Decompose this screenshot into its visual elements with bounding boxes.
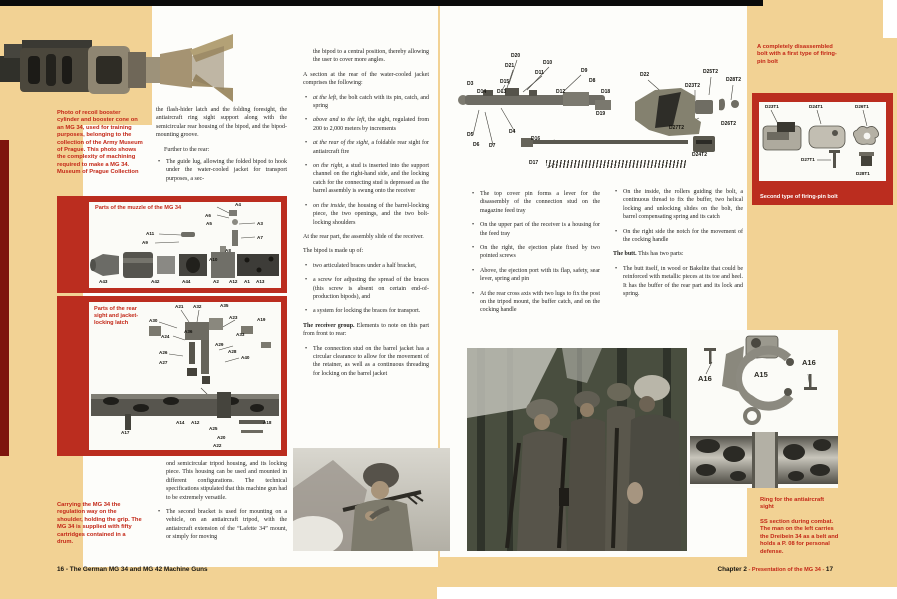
ring-block — [690, 330, 838, 488]
part-label: D16 — [531, 136, 541, 142]
ss-section-photo — [467, 348, 687, 551]
list-item: • The second bracket is used for mounting on a vehicle, on an antiaircraft tripod, with the antiaircraft extension of the “Lafette 34” mount, or simply for moving — [166, 508, 287, 542]
part-label: A28 — [228, 349, 237, 354]
list-item: • On the upper part of the receiver is a housing for the feed tray — [480, 221, 600, 238]
muzzle-parts-box — [57, 196, 287, 293]
paragraph: At the rear part, the assembly slide of the receiver. — [303, 233, 424, 240]
part-label: D5 — [467, 132, 474, 138]
right-col1 — [470, 190, 600, 321]
list-item: • The guide lug, allowing the folded bipod to hook under the water-cooled jacket for transport purposes, a sec- — [166, 158, 287, 183]
bolt-diagram — [759, 102, 886, 181]
part-label: A29 — [215, 342, 224, 347]
photo-caption: Photo of recoil booster cylinder and booster cone on an MG 34, used for training purposes, belonging to the collection of the Army Museum of Prague. This photo shows the complexity of machining required to make a MG 34. Museum of Prague Collection — [57, 110, 143, 176]
bolt-box — [752, 93, 893, 205]
recoil-booster-photo — [0, 16, 235, 120]
part-label: A2 — [213, 279, 219, 284]
part-label: D11 — [535, 70, 544, 76]
butt-heading: The butt. This has two parts: — [613, 251, 684, 258]
left-edge-strip — [0, 140, 9, 456]
list-item: • On the right, the ejection plate fixed by two pointed screws — [480, 244, 600, 261]
part-label: D12 — [556, 89, 566, 95]
paragraph: A section at the rear of the water-cooled jacket comprises the following: — [303, 71, 429, 87]
part-label: D22 — [640, 72, 650, 78]
part-label: D15 — [500, 79, 510, 85]
list-item: • The butt itself, in wood or Bakelite that could be reinforced with metallic pieces at its toe and heel. It has the buffer of the rear part and its lock and spring. — [623, 265, 743, 299]
list-item: • a screw for adjusting the spread of the braces (this screw is absent on certain end-of-production bipods), and — [313, 276, 429, 301]
list-item: • On the inside, the rollers guiding the bolt, a continuous thread to fix the buffer, two helical locking and unlocking slides on the bolt, the barrel compensating spring and its catch — [623, 188, 743, 222]
bipod-list — [303, 262, 429, 316]
bolt-caption: A completely disassembled bolt with a first type of firing-pin bolt — [757, 44, 837, 65]
part-label: A40 — [241, 355, 250, 360]
part-label: A17 — [121, 430, 130, 435]
part-label: A16 — [802, 358, 816, 367]
receiver-group-heading: The receiver group. Elements to note on this part from front to rear: — [303, 322, 429, 338]
list-item: • The connection stud on the barrel jacket has a circular clearance to allow for the movement of the retainer, as well as a continuous threading for locking on the barrel jacket — [313, 345, 429, 379]
part-label: A30 — [149, 318, 158, 323]
part-label: D24T1 — [809, 104, 823, 109]
list-item: • at the left, the bolt catch with its pin, catch, and spring — [313, 94, 429, 111]
part-label: D24T2 — [692, 152, 708, 158]
part-label: A11 — [146, 231, 155, 236]
part-label: A42 — [151, 279, 160, 284]
part-label: D6 — [473, 142, 480, 148]
muzzle-parts-diagram — [89, 202, 281, 288]
part-label: A21 — [175, 304, 184, 309]
receiver-feature-list-1 — [470, 190, 600, 315]
rear-sight-art — [89, 302, 281, 450]
part-label: A16 — [698, 374, 712, 383]
part-label: A18 — [263, 420, 272, 425]
butt-list — [613, 265, 743, 299]
paragraph: ond semicircular tripod housing, and its locking piece. This housing can be used and mounted in different configurations. The technical specifications stipulated that this machine gun had to be extremely versatile. — [166, 461, 287, 501]
list-item: • The top cover pin forms a lever for the disassembly of the connection stud on the magazine feed tray — [480, 190, 600, 215]
list-item: • Above, the ejection port with its flap, safety, sear lever, spring and pin — [480, 267, 600, 284]
bolt-parts-art — [759, 102, 886, 181]
list-item: • on the right, a stud is inserted into the support channel on the right-hand side, and the locking catch for the connecting stud is depressed as the barrel assembly is swung onto the receiver — [313, 162, 429, 196]
list-item: • two articulated braces under a half bracket, — [313, 262, 429, 270]
receiver-feature-list-2 — [613, 188, 743, 244]
part-label: D3 — [467, 81, 474, 87]
carrying-caption: Carrying the MG 34 the regulation way on the shoulder, holding the grip. The MG 34 is supplied with fifty cartridges contained in a drum. — [57, 502, 142, 546]
muzzle-box-caption: Parts of the muzzle of the MG 34 — [95, 205, 182, 211]
list-item: • above and to the left, the sight, regulated from 200 to 2,000 meters by increments — [313, 116, 429, 133]
part-label: D9 — [581, 68, 588, 74]
paragraph: the bipod to a central position, thereby allowing the user to cover more angles. — [313, 49, 429, 64]
part-label: A5 — [206, 221, 212, 226]
list-item: • on the inside, the housing of the barrel-locking piece, the two openings, and the two bolt-locking shoulders — [313, 202, 429, 227]
part-label: D26T2 — [721, 121, 737, 127]
muzzle-parts-art — [89, 202, 281, 288]
part-label: A15 — [754, 370, 768, 379]
left-col1-top — [156, 106, 287, 189]
part-label: A14 — [176, 420, 185, 425]
part-label: D20 — [511, 53, 521, 59]
part-label: D14 — [477, 89, 487, 95]
rear-sight-box — [57, 296, 287, 456]
ring-caption: Ring for the antiaircraft sight — [760, 497, 825, 511]
part-label: D25T2 — [703, 69, 719, 75]
rear-sight-diagram — [89, 302, 281, 450]
receiver-list — [303, 345, 429, 379]
part-label: D19 — [596, 111, 606, 117]
part-label: A7 — [257, 235, 263, 240]
bolt-box-caption: Second type of firing-pin bolt — [760, 194, 838, 200]
part-label: A12 — [229, 279, 238, 284]
jacket-feature-list — [303, 94, 429, 227]
part-label: D4 — [509, 129, 516, 135]
left-col2 — [303, 48, 429, 384]
part-label: A23 — [229, 315, 238, 320]
list-item: • On the right side the notch for the movement of the cocking handle — [623, 228, 743, 245]
part-label: A6 — [205, 213, 211, 218]
part-label: D21 — [505, 63, 515, 69]
part-label: A22 — [213, 443, 222, 448]
part-label: D26T1 — [855, 104, 869, 109]
part-label: A9 — [142, 240, 148, 245]
part-label: A1 — [244, 279, 250, 284]
part-label: A43 — [99, 279, 108, 284]
part-label: D23T2 — [685, 83, 701, 89]
part-label: A26 — [159, 350, 168, 355]
part-label: A27 — [159, 360, 168, 365]
part-label: A24 — [161, 334, 170, 339]
part-label: D17 — [529, 160, 539, 166]
part-label: A32 — [193, 304, 202, 309]
receiver-exploded-diagram — [443, 40, 753, 190]
part-label: D28T1 — [856, 171, 870, 176]
part-label: A36 — [184, 329, 193, 334]
barrel-jacket-photo — [690, 432, 838, 488]
part-label: A19 — [257, 317, 266, 322]
part-label: A35 — [220, 303, 229, 308]
part-label: D23T1 — [765, 104, 779, 109]
part-label: D27T2 — [669, 125, 685, 131]
top-right-notch — [883, 0, 897, 38]
chapter-label: Chapter 2 — [717, 566, 747, 573]
paragraph: Further to the rear: — [164, 146, 210, 153]
part-label: A13 — [256, 279, 265, 284]
list-item: • a system for locking the braces for transport. — [313, 307, 429, 315]
right-page-footer: Chapter 2 - Presentation of the MG 34 - 17 — [717, 566, 833, 573]
list-item: • at the rear of the sight, a foldable rear sight for antiaircraft fire — [313, 139, 429, 156]
part-label: A8 — [225, 248, 231, 253]
left-col1-bottom — [156, 460, 287, 548]
paragraph: the flash-hider latch and the folding foresight, the antiaircraft ring sight support along with the semicircular rear housing of the bipod, and the bipod-mounting groove. — [156, 107, 287, 139]
part-label: D8 — [589, 78, 596, 84]
part-label: D13 — [497, 89, 507, 95]
part-label: A44 — [182, 279, 191, 284]
list-item: • At the rear cross axis with two lugs to fix the post on the tripod mount, the buffer catch, and on the cocking handle — [480, 290, 600, 315]
part-label: A3 — [257, 221, 263, 226]
part-label: A12 — [191, 420, 200, 425]
part-label: A25 — [209, 426, 218, 431]
part-label: D18 — [601, 89, 611, 95]
part-label: A20 — [217, 435, 226, 440]
part-label: A33 — [236, 332, 245, 337]
ss-caption: SS section during combat. The man on the left carries the Dreibein 34 as a belt and holds a P. 08 for personal defense. — [760, 519, 839, 555]
bottom-right-notch — [437, 587, 897, 599]
aa-ring-art — [690, 330, 838, 430]
right-col2 — [613, 188, 743, 304]
rear-sight-box-caption: Parts of the rear sight and jacket-locking latch — [94, 306, 139, 326]
part-label: D28T2 — [726, 77, 742, 83]
paragraph: The bipod is made up of: — [303, 248, 364, 255]
part-label: A10 — [209, 257, 218, 262]
left-page-footer: 16 - The German MG 34 and MG 42 Machine Guns — [57, 566, 208, 573]
recoil-spring-art — [546, 160, 686, 168]
part-label: A4 — [235, 202, 241, 207]
soldier-carrying-mg34-photo — [293, 448, 450, 551]
part-label: D7 — [489, 143, 496, 149]
part-label: D10 — [543, 60, 553, 66]
part-label: D27T1 — [801, 157, 815, 162]
